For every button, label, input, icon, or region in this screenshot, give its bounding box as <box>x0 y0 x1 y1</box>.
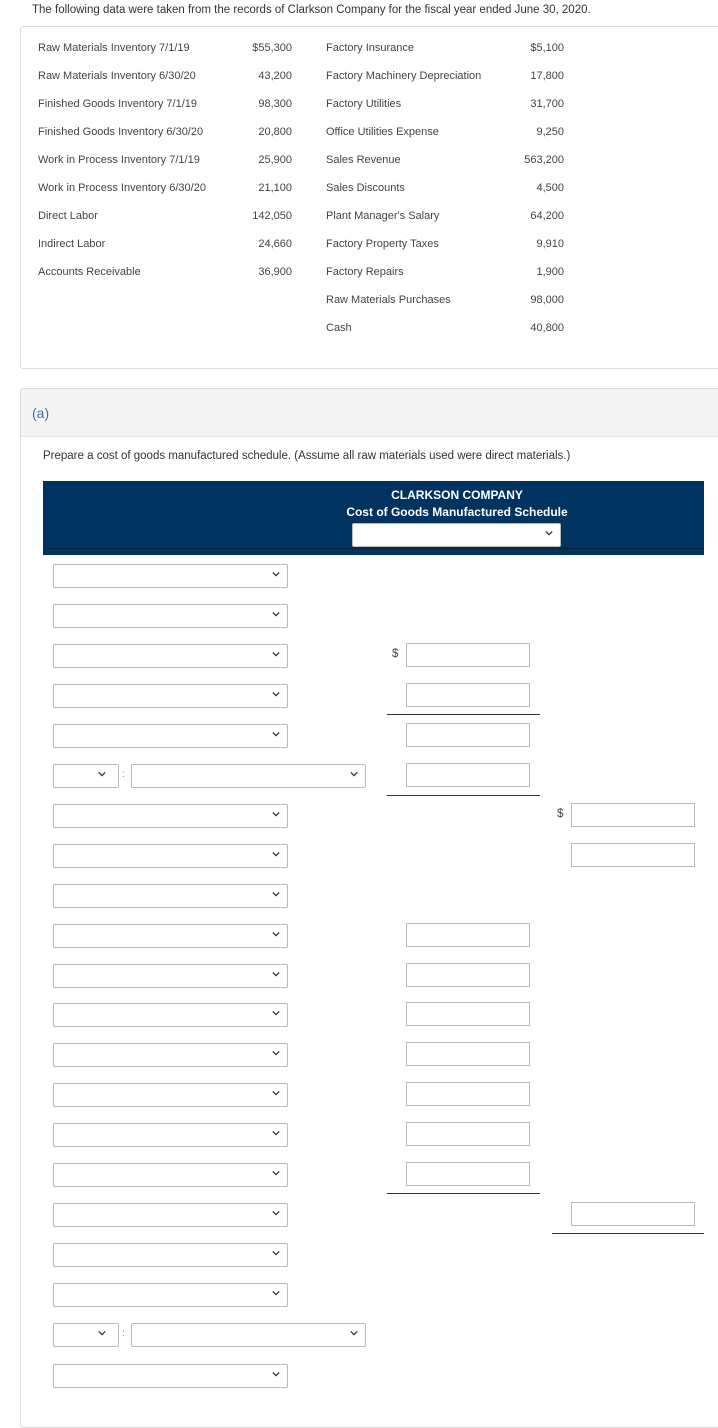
data-value: 98,000 <box>530 294 564 306</box>
chevron-down-icon <box>272 1049 280 1057</box>
chevron-down-icon <box>272 1289 280 1297</box>
chevron-down-icon <box>272 610 280 618</box>
data-label: Plant Manager's Salary <box>326 210 440 222</box>
subtotal-line <box>387 795 540 796</box>
row-label-select[interactable] <box>53 684 288 708</box>
row-label-select[interactable] <box>53 804 288 828</box>
data-label: Raw Materials Inventory 6/30/20 <box>38 70 196 82</box>
amount-input[interactable] <box>406 963 530 987</box>
chevron-down-icon <box>350 1329 358 1337</box>
header-divider <box>49 548 704 549</box>
data-label: Finished Goods Inventory 6/30/20 <box>38 126 204 138</box>
chevron-down-icon <box>272 930 280 938</box>
data-value: 142,050 <box>252 210 292 222</box>
data-label: Factory Property Taxes <box>326 238 439 250</box>
chevron-down-icon <box>272 1169 280 1177</box>
data-value: 36,900 <box>258 266 292 278</box>
data-label: Factory Insurance <box>326 42 415 54</box>
schedule-title: Cost of Goods Manufactured Schedule <box>346 505 568 519</box>
chevron-down-icon <box>272 730 280 738</box>
instruction-text: Prepare a cost of goods manufactured schedule. (Assume all raw materials used were direct materials.) <box>43 450 571 462</box>
problem-intro: The following data were taken from the records of Clarkson Company for the fiscal year ended June 30, 2020. <box>32 4 591 16</box>
data-value: 1,900 <box>536 266 564 278</box>
amount-input[interactable] <box>406 643 530 667</box>
amount-input[interactable] <box>406 1162 530 1186</box>
amount-input[interactable] <box>406 763 530 787</box>
row-label-select[interactable] <box>53 1083 288 1107</box>
total-line <box>552 1233 704 1234</box>
data-value: 9,910 <box>536 238 564 250</box>
data-label: Sales Revenue <box>326 154 401 166</box>
row-label-select[interactable] <box>53 964 288 988</box>
chevron-down-icon <box>98 770 106 778</box>
data-label: Direct Labor <box>38 210 98 222</box>
data-value: 20,800 <box>258 126 292 138</box>
data-label: Factory Repairs <box>326 266 404 278</box>
chevron-down-icon <box>272 1089 280 1097</box>
row-label-select[interactable] <box>53 924 288 948</box>
amount-input[interactable] <box>406 1042 530 1066</box>
chevron-down-icon <box>272 1249 280 1257</box>
amount-input[interactable] <box>406 923 530 947</box>
chevron-down-icon <box>272 970 280 978</box>
data-value: 21,100 <box>258 182 292 194</box>
row-label-select[interactable] <box>53 1003 288 1027</box>
row-label-select[interactable] <box>53 1123 288 1147</box>
subtotal-line <box>387 714 540 715</box>
chevron-down-icon <box>272 850 280 858</box>
row-label-select[interactable] <box>53 604 288 628</box>
colon-separator: : <box>122 769 125 780</box>
dollar-sign: $ <box>557 808 564 820</box>
data-label: Indirect Labor <box>38 238 106 250</box>
row-label-select[interactable] <box>53 1203 288 1227</box>
row-label-select[interactable] <box>53 564 288 588</box>
data-label: Raw Materials Inventory 7/1/19 <box>38 42 190 54</box>
row-label-select[interactable] <box>53 1364 288 1388</box>
data-value: 25,900 <box>258 154 292 166</box>
row-label-select[interactable] <box>131 764 366 788</box>
data-value: 4,500 <box>536 182 564 194</box>
row-label-select[interactable] <box>53 1163 288 1187</box>
amount-input[interactable] <box>406 723 530 747</box>
data-value: 31,700 <box>530 98 564 110</box>
data-value: 9,250 <box>536 126 564 138</box>
data-value: 40,800 <box>530 322 564 334</box>
chevron-down-icon <box>272 570 280 578</box>
data-value: 98,300 <box>258 98 292 110</box>
total-input[interactable] <box>571 843 695 867</box>
chevron-down-icon <box>272 1009 280 1017</box>
data-label: Work in Process Inventory 7/1/19 <box>38 154 200 166</box>
amount-input[interactable] <box>406 1002 530 1026</box>
part-a-header <box>21 389 718 437</box>
row-prefix-select[interactable] <box>53 1323 119 1347</box>
row-label-select[interactable] <box>53 724 288 748</box>
row-prefix-select[interactable] <box>53 764 119 788</box>
chevron-down-icon <box>272 1370 280 1378</box>
data-value: 64,200 <box>530 210 564 222</box>
chevron-down-icon <box>272 1209 280 1217</box>
total-input[interactable] <box>571 1202 695 1226</box>
subtotal-line <box>387 1193 540 1194</box>
data-label: Work in Process Inventory 6/30/20 <box>38 182 206 194</box>
data-label: Sales Discounts <box>326 182 405 194</box>
data-label: Cash <box>326 322 352 334</box>
chevron-down-icon <box>272 890 280 898</box>
total-input[interactable] <box>571 803 695 827</box>
row-label-select[interactable] <box>53 1243 288 1267</box>
data-label: Raw Materials Purchases <box>326 294 451 306</box>
colon-separator: : <box>122 1328 125 1339</box>
data-label: Factory Machinery Depreciation <box>326 70 482 82</box>
chevron-down-icon <box>272 810 280 818</box>
company-name-text: CLARKSON COMPANY <box>391 488 523 502</box>
data-value: $55,300 <box>252 42 292 54</box>
period-select[interactable] <box>352 523 561 547</box>
data-value: 17,800 <box>530 70 564 82</box>
data-label: Office Utilities Expense <box>326 126 439 138</box>
chevron-down-icon <box>272 650 280 658</box>
row-label-select[interactable] <box>53 844 288 868</box>
chevron-down-icon <box>272 690 280 698</box>
amount-input[interactable] <box>406 1082 530 1106</box>
part-label: (a) <box>32 405 50 421</box>
row-label-select[interactable] <box>53 1283 288 1307</box>
data-value: 24,660 <box>258 238 292 250</box>
chevron-down-icon <box>272 1129 280 1137</box>
row-label-select[interactable] <box>53 884 288 908</box>
data-value: $5,100 <box>530 42 564 54</box>
data-value: 563,200 <box>524 154 564 166</box>
chevron-down-icon <box>350 770 358 778</box>
chevron-down-icon <box>545 529 553 537</box>
data-label: Factory Utilities <box>326 98 402 110</box>
row-label-select[interactable] <box>53 644 288 668</box>
dollar-sign: $ <box>392 648 399 660</box>
data-label: Accounts Receivable <box>38 266 141 278</box>
data-value: 43,200 <box>258 70 292 82</box>
amount-input[interactable] <box>406 683 530 707</box>
row-label-select[interactable] <box>53 1043 288 1067</box>
amount-input[interactable] <box>406 1122 530 1146</box>
row-label-select[interactable] <box>131 1323 366 1347</box>
data-label: Finished Goods Inventory 7/1/19 <box>38 98 197 110</box>
chevron-down-icon <box>98 1329 106 1337</box>
